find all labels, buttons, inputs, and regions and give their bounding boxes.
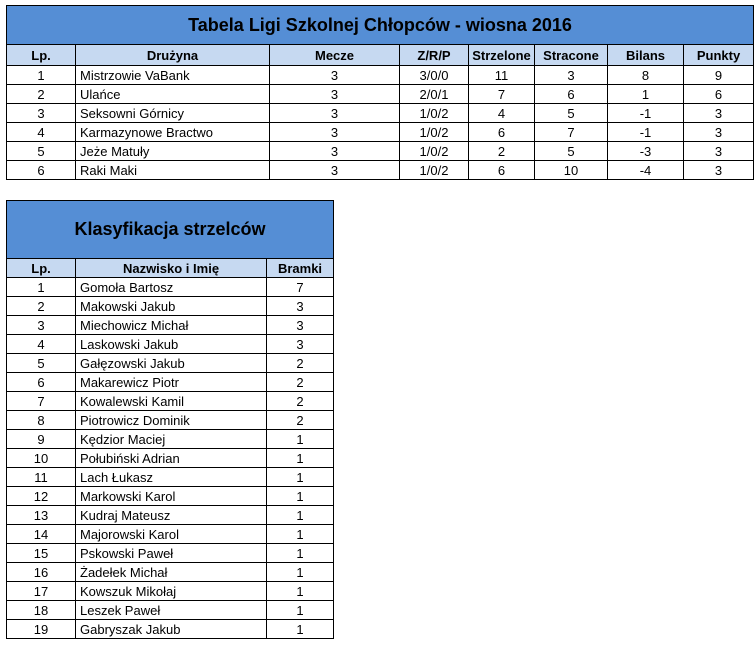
cell-lp: 9 [7, 430, 76, 449]
cell-lp: 2 [7, 297, 76, 316]
cell-goals: 7 [267, 278, 334, 297]
league-title: Tabela Ligi Szkolnej Chłopców - wiosna 2016 [7, 6, 754, 45]
cell-conceded: 3 [535, 66, 608, 85]
cell-points: 6 [684, 85, 754, 104]
cell-goals: 1 [267, 563, 334, 582]
cell-points: 9 [684, 66, 754, 85]
cell-points: 3 [684, 161, 754, 180]
cell-wdl: 1/0/2 [400, 104, 469, 123]
cell-goals: 2 [267, 392, 334, 411]
cell-conceded: 5 [535, 104, 608, 123]
cell-goals: 1 [267, 544, 334, 563]
table-row [7, 601, 334, 620]
table-row [7, 316, 334, 335]
cell-matches: 3 [270, 104, 400, 123]
table-row [7, 297, 334, 316]
table-row [7, 487, 334, 506]
table-row [7, 411, 334, 430]
cell-lp: 5 [7, 354, 76, 373]
cell-goals: 1 [267, 525, 334, 544]
col-header-scored: Strzelone [469, 45, 535, 66]
col-header-team: Drużyna [76, 45, 270, 66]
table-row [7, 123, 754, 142]
cell-lp: 6 [7, 373, 76, 392]
cell-wdl: 3/0/0 [400, 66, 469, 85]
table-row [7, 563, 334, 582]
cell-lp: 5 [7, 142, 76, 161]
cell-name: Pskowski Paweł [76, 544, 267, 563]
cell-goals: 3 [267, 335, 334, 354]
cell-lp: 1 [7, 66, 76, 85]
cell-lp: 8 [7, 411, 76, 430]
cell-lp: 4 [7, 335, 76, 354]
col-header-matches: Mecze [270, 45, 400, 66]
table-row [7, 430, 334, 449]
cell-goals: 2 [267, 411, 334, 430]
cell-lp: 15 [7, 544, 76, 563]
cell-matches: 3 [270, 123, 400, 142]
cell-name: Laskowski Jakub [76, 335, 267, 354]
cell-team: Ulańce [76, 85, 270, 104]
cell-points: 3 [684, 104, 754, 123]
scorers-table [6, 200, 334, 639]
scorers-body [7, 278, 334, 639]
cell-name: Kudraj Mateusz [76, 506, 267, 525]
cell-scored: 7 [469, 85, 535, 104]
cell-matches: 3 [270, 85, 400, 104]
col-header-lp: Lp. [7, 45, 76, 66]
table-row [7, 449, 334, 468]
cell-scored: 6 [469, 161, 535, 180]
league-body [7, 66, 754, 180]
table-row [7, 620, 334, 639]
cell-goals: 1 [267, 449, 334, 468]
col-header-conceded: Stracone [535, 45, 608, 66]
cell-balance: -4 [608, 161, 684, 180]
cell-lp: 19 [7, 620, 76, 639]
cell-conceded: 7 [535, 123, 608, 142]
col-header-balance: Bilans [608, 45, 684, 66]
cell-scored: 4 [469, 104, 535, 123]
cell-goals: 1 [267, 620, 334, 639]
table-row [7, 392, 334, 411]
cell-name: Gabryszak Jakub [76, 620, 267, 639]
cell-lp: 4 [7, 123, 76, 142]
cell-team: Raki Maki [76, 161, 270, 180]
cell-goals: 2 [267, 373, 334, 392]
cell-lp: 11 [7, 468, 76, 487]
cell-name: Makarewicz Piotr [76, 373, 267, 392]
cell-goals: 1 [267, 582, 334, 601]
cell-conceded: 6 [535, 85, 608, 104]
cell-team: Karmazynowe Bractwo [76, 123, 270, 142]
cell-lp: 13 [7, 506, 76, 525]
cell-scored: 6 [469, 123, 535, 142]
cell-team: Seksowni Górnicy [76, 104, 270, 123]
cell-lp: 18 [7, 601, 76, 620]
table-row [7, 104, 754, 123]
cell-team: Mistrzowie VaBank [76, 66, 270, 85]
cell-conceded: 5 [535, 142, 608, 161]
cell-team: Jeże Matuły [76, 142, 270, 161]
col-header-goals: Bramki [267, 259, 334, 278]
cell-lp: 12 [7, 487, 76, 506]
cell-conceded: 10 [535, 161, 608, 180]
table-row [7, 544, 334, 563]
table-row [7, 468, 334, 487]
cell-name: Majorowski Karol [76, 525, 267, 544]
col-header-name: Nazwisko i Imię [76, 259, 267, 278]
league-table [6, 5, 754, 180]
cell-lp: 2 [7, 85, 76, 104]
cell-lp: 14 [7, 525, 76, 544]
cell-wdl: 2/0/1 [400, 85, 469, 104]
cell-name: Piotrowicz Dominik [76, 411, 267, 430]
cell-goals: 3 [267, 316, 334, 335]
scorers-title: Klasyfikacja strzelców [7, 201, 334, 259]
cell-goals: 1 [267, 468, 334, 487]
cell-goals: 3 [267, 297, 334, 316]
cell-balance: 8 [608, 66, 684, 85]
table-row [7, 373, 334, 392]
cell-lp: 3 [7, 104, 76, 123]
cell-lp: 6 [7, 161, 76, 180]
cell-balance: 1 [608, 85, 684, 104]
table-row [7, 85, 754, 104]
cell-name: Gomoła Bartosz [76, 278, 267, 297]
cell-matches: 3 [270, 66, 400, 85]
cell-name: Markowski Karol [76, 487, 267, 506]
scorers-header-row [7, 259, 334, 278]
table-row [7, 354, 334, 373]
cell-lp: 1 [7, 278, 76, 297]
table-row [7, 161, 754, 180]
cell-matches: 3 [270, 161, 400, 180]
cell-name: Lach Łukasz [76, 468, 267, 487]
table-row [7, 525, 334, 544]
cell-wdl: 1/0/2 [400, 123, 469, 142]
cell-name: Miechowicz Michał [76, 316, 267, 335]
cell-name: Kędzior Maciej [76, 430, 267, 449]
cell-name: Gałęzowski Jakub [76, 354, 267, 373]
col-header-wdl: Z/R/P [400, 45, 469, 66]
cell-name: Kowszuk Mikołaj [76, 582, 267, 601]
cell-name: Makowski Jakub [76, 297, 267, 316]
cell-lp: 3 [7, 316, 76, 335]
col-header-lp: Lp. [7, 259, 76, 278]
cell-goals: 2 [267, 354, 334, 373]
cell-name: Leszek Paweł [76, 601, 267, 620]
cell-balance: -1 [608, 104, 684, 123]
cell-scored: 11 [469, 66, 535, 85]
cell-wdl: 1/0/2 [400, 142, 469, 161]
cell-lp: 10 [7, 449, 76, 468]
cell-lp: 16 [7, 563, 76, 582]
cell-points: 3 [684, 123, 754, 142]
cell-name: Połubiński Adrian [76, 449, 267, 468]
table-row [7, 66, 754, 85]
cell-matches: 3 [270, 142, 400, 161]
cell-balance: -3 [608, 142, 684, 161]
cell-name: Kowalewski Kamil [76, 392, 267, 411]
cell-lp: 7 [7, 392, 76, 411]
cell-points: 3 [684, 142, 754, 161]
cell-scored: 2 [469, 142, 535, 161]
table-row [7, 335, 334, 354]
cell-goals: 1 [267, 487, 334, 506]
league-header-row [7, 45, 754, 66]
cell-goals: 1 [267, 601, 334, 620]
col-header-points: Punkty [684, 45, 754, 66]
table-row [7, 582, 334, 601]
cell-balance: -1 [608, 123, 684, 142]
cell-goals: 1 [267, 430, 334, 449]
cell-name: Żadełek Michał [76, 563, 267, 582]
table-row [7, 142, 754, 161]
cell-wdl: 1/0/2 [400, 161, 469, 180]
cell-goals: 1 [267, 506, 334, 525]
table-row [7, 506, 334, 525]
cell-lp: 17 [7, 582, 76, 601]
table-row [7, 278, 334, 297]
